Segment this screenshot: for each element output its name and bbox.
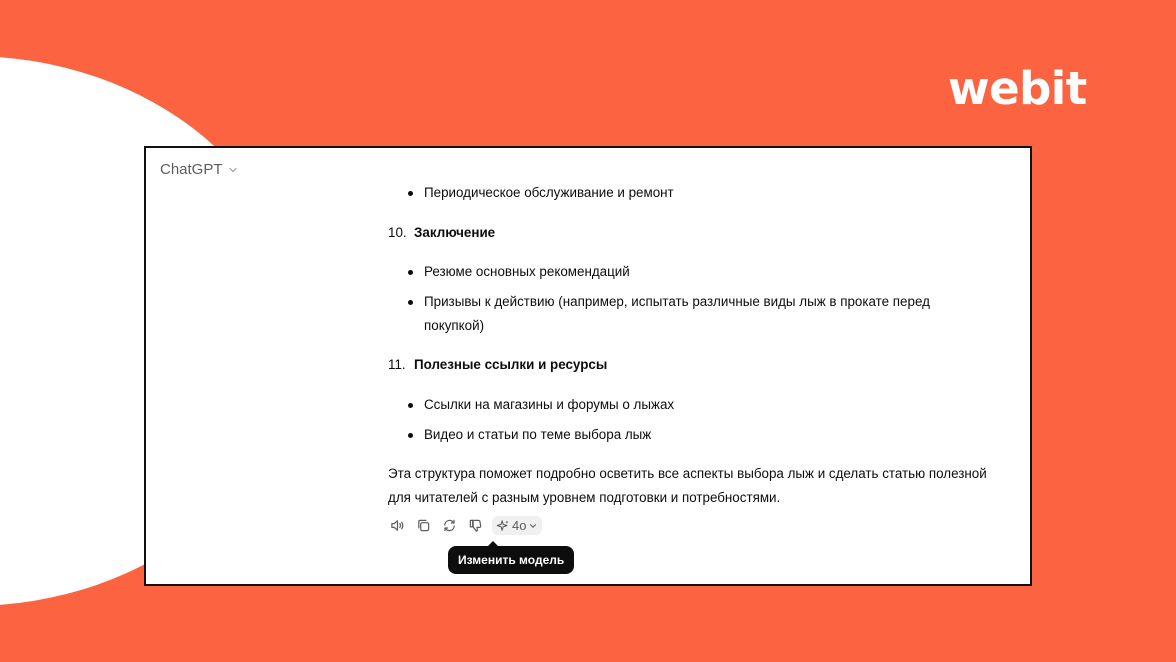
message-actions (388, 516, 542, 535)
list-item: Призывы к действию (например, испытать различные виды лыж в прокате перед покупкой) (424, 290, 954, 338)
closing-paragraph: Эта структура поможет подробно осветить все аспекты выбора лыж и сделать статью полезной для читателей с разным уровнем подготовки и потребностями. (388, 466, 987, 505)
model-switcher[interactable] (160, 161, 239, 178)
copy-icon (416, 518, 431, 533)
list-item: Ссылки на магазины и форумы о лыжах (424, 393, 984, 417)
regenerate-icon (442, 518, 457, 533)
list-number: 11. (388, 357, 406, 372)
list-item: Резюме основных рекомендаций (424, 260, 984, 284)
copy-button[interactable] (414, 517, 432, 535)
read-aloud-button[interactable] (388, 517, 406, 535)
sparkle-icon (496, 519, 510, 533)
chat-window (144, 146, 1032, 586)
read-aloud-icon (390, 518, 405, 533)
thumbs-down-icon (468, 518, 483, 533)
chevron-down-icon (227, 164, 239, 176)
list-item: Видео и статьи по теме выбора лыж (424, 423, 984, 447)
list-heading-text: Полезные ссылки и ресурсы (414, 357, 608, 372)
brand-logo: webit (948, 62, 1087, 115)
list-number: 10. (388, 225, 407, 240)
thumbs-down-button[interactable] (466, 517, 484, 535)
list-heading (388, 353, 607, 377)
change-model-button[interactable] (492, 516, 542, 535)
app-title: ChatGPT (160, 161, 223, 178)
chevron-down-icon (528, 521, 538, 531)
list-heading (388, 221, 495, 245)
list-heading-text: Заключение (414, 225, 496, 240)
list-item: Периодическое обслуживание и ремонт (424, 181, 984, 205)
model-label: 4o (512, 518, 527, 533)
tooltip: Изменить модель (448, 546, 574, 574)
regenerate-button[interactable] (440, 517, 458, 535)
